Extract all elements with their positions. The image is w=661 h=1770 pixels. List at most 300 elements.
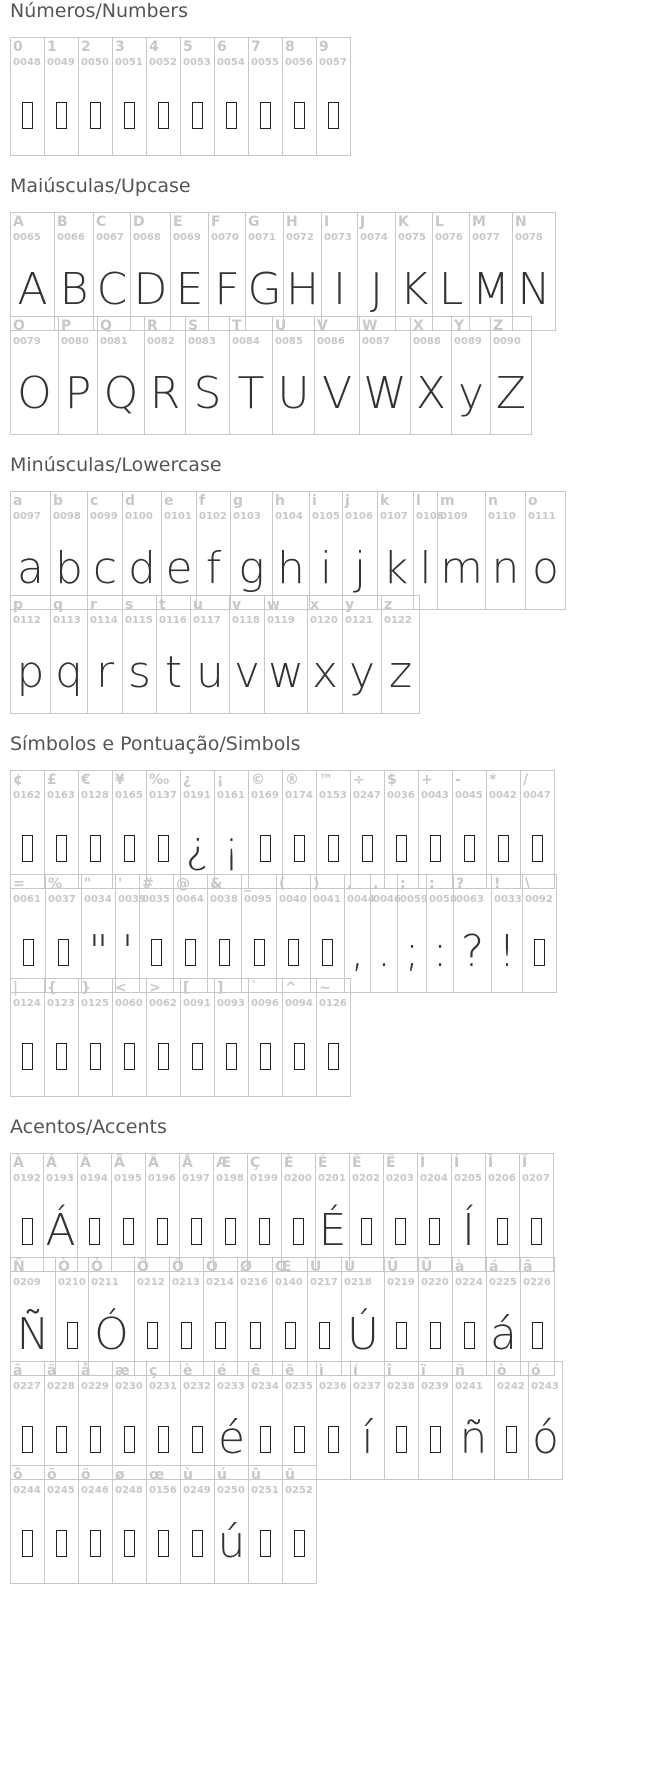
character-code: 0045 [455, 790, 483, 801]
character-label: á [489, 1259, 499, 1275]
character-label: C [96, 214, 107, 230]
character-label: ¥ [115, 772, 125, 788]
missing-glyph-box [317, 815, 350, 881]
character-code: 0106 [345, 511, 373, 522]
character-label: y [345, 597, 355, 613]
character-label: È [284, 1155, 294, 1171]
glyph-sample: ¡ [222, 822, 241, 873]
glyph-cell [88, 596, 123, 714]
glyph-row [10, 770, 555, 889]
glyph-cell [11, 213, 55, 331]
missing-glyph-box [495, 1406, 528, 1472]
missing-glyph-box [453, 815, 486, 881]
missing-glyph-box [317, 1406, 350, 1472]
character-label: Ö [206, 1259, 218, 1275]
glyph-sample: ó [532, 1413, 559, 1464]
character-code: 0094 [285, 998, 313, 1009]
glyph-sample: i [319, 543, 333, 594]
glyph-cell [248, 1154, 282, 1272]
missing-glyph-box [419, 815, 452, 881]
glyph-sample: U [277, 368, 310, 419]
glyph-cell [209, 213, 246, 331]
glyph-row [10, 978, 351, 1097]
character-label: K [398, 214, 409, 230]
character-label: S [188, 318, 199, 334]
glyph-sample: Ó [94, 1309, 129, 1360]
character-label: @ [176, 876, 190, 892]
missing-glyph-box [146, 1198, 179, 1264]
missing-glyph-box [113, 1406, 146, 1472]
character-label: M [472, 214, 486, 230]
glyph-cell [283, 1466, 317, 1584]
character-label: ( [279, 876, 286, 892]
missing-glyph-box [282, 1198, 315, 1264]
glyph-sample: v [233, 647, 261, 698]
character-label: . [373, 876, 379, 892]
glyph-cell [45, 1466, 79, 1584]
glyph-cell [385, 1258, 419, 1376]
character-label: Ç [250, 1155, 261, 1171]
glyph-cell [186, 317, 230, 435]
character-label: Â [80, 1155, 91, 1171]
character-label: [ [183, 980, 190, 996]
glyph-cell [308, 596, 343, 714]
glyph-sample: t [164, 647, 183, 698]
character-label: < [115, 980, 127, 996]
glyph-cell [358, 213, 396, 331]
character-code: 0117 [193, 615, 221, 626]
character-code: 0194 [80, 1173, 108, 1184]
character-code: 0100 [125, 511, 153, 522]
character-code: 0237 [353, 1381, 381, 1392]
character-label: g [233, 493, 244, 509]
character-code: 0228 [47, 1381, 75, 1392]
character-code: 0078 [515, 232, 543, 243]
missing-glyph-box [249, 1510, 282, 1576]
glyph-sample: f [205, 543, 222, 594]
glyph-sample: y [457, 368, 485, 419]
character-label: å [81, 1363, 91, 1379]
character-code: 0227 [13, 1381, 41, 1392]
character-label: Ø [240, 1259, 252, 1275]
missing-glyph-box [147, 82, 180, 148]
glyph-sample: K [399, 264, 429, 315]
character-code: 0064 [176, 894, 204, 905]
character-code: 0107 [380, 511, 408, 522]
character-label: Ê [352, 1155, 362, 1171]
character-label: Ù [310, 1259, 322, 1275]
character-code: 0056 [285, 57, 313, 68]
character-label: é [217, 1363, 227, 1379]
character-code: 0104 [275, 511, 303, 522]
glyph-sample: a [17, 543, 44, 594]
glyph-sample: n [491, 543, 520, 594]
glyph-cell [315, 317, 360, 435]
character-code: 0110 [488, 511, 516, 522]
character-code: 0218 [344, 1277, 372, 1288]
glyph-cell [79, 1362, 113, 1480]
glyph-sample: N [517, 264, 551, 315]
character-label: q [53, 597, 64, 613]
character-code: 0113 [53, 615, 81, 626]
character-label: z [384, 597, 393, 613]
character-code: 0234 [251, 1381, 279, 1392]
glyph-sample: s [128, 647, 151, 698]
glyph-cell [419, 1362, 453, 1480]
character-code: 0197 [182, 1173, 210, 1184]
character-code: 0125 [81, 998, 109, 1009]
character-code: 0040 [279, 894, 307, 905]
character-label: 1 [47, 39, 57, 55]
character-label: Ñ [13, 1259, 25, 1275]
missing-glyph-box [238, 1302, 272, 1368]
glyph-cell [322, 213, 358, 331]
character-label: ä [47, 1363, 57, 1379]
character-code: 0068 [133, 232, 161, 243]
glyph-cell [492, 875, 523, 993]
character-code: 0077 [472, 232, 500, 243]
glyph-cell [273, 1258, 308, 1376]
glyph-cell [140, 875, 174, 993]
character-code: 0248 [115, 1485, 143, 1496]
glyph-cell [170, 1258, 204, 1376]
glyph-cell [11, 1154, 44, 1272]
glyph-sample: k [382, 543, 409, 594]
character-code: 0192 [13, 1173, 41, 1184]
missing-glyph-box [385, 1302, 418, 1368]
character-code: 0156 [149, 1485, 177, 1496]
character-label: { [47, 980, 57, 996]
character-label: Ä [148, 1155, 159, 1171]
glyph-cell [45, 38, 79, 156]
glyph-cell [350, 1154, 384, 1272]
glyph-sample: é [217, 1413, 246, 1464]
glyph-cell [495, 1362, 529, 1480]
character-label: Q [100, 318, 112, 334]
glyph-cell [230, 317, 273, 435]
character-code: 0213 [172, 1277, 200, 1288]
character-code: 0109 [440, 511, 468, 522]
character-code: 0034 [84, 894, 112, 905]
glyph-sample: S [193, 368, 222, 419]
character-label: R [147, 318, 158, 334]
character-code: 0097 [13, 511, 41, 522]
glyph-sample: g [238, 543, 265, 594]
glyph-cell [317, 38, 351, 156]
missing-glyph-box [113, 82, 146, 148]
character-label: Ú [344, 1259, 356, 1275]
missing-glyph-box [283, 1406, 316, 1472]
glyph-cell [529, 1362, 563, 1480]
glyph-sample: Í [462, 1205, 475, 1256]
glyph-cell [310, 492, 343, 610]
character-label: 9 [319, 39, 329, 55]
missing-glyph-box [419, 1302, 452, 1368]
character-label: m [440, 493, 455, 509]
character-code: 0076 [435, 232, 463, 243]
glyph-cell [113, 1362, 147, 1480]
missing-glyph-box [317, 1023, 350, 1089]
character-code: 0140 [275, 1277, 303, 1288]
character-label: s [125, 597, 134, 613]
character-label: õ [47, 1467, 57, 1483]
glyph-sample: P [64, 368, 92, 419]
missing-glyph-box [385, 815, 418, 881]
glyph-cell [94, 213, 131, 331]
glyph-cell [208, 875, 242, 993]
glyph-sample: D [133, 264, 168, 315]
character-code: 0115 [125, 615, 153, 626]
character-label: ` [251, 980, 258, 996]
character-code: 0126 [319, 998, 347, 1009]
character-label: + [421, 772, 433, 788]
glyph-cell [419, 1258, 453, 1376]
character-label: t [159, 597, 166, 613]
glyph-cell [452, 1154, 486, 1272]
character-code: 0057 [319, 57, 347, 68]
glyph-sample: x [311, 647, 339, 698]
glyph-cell [523, 875, 557, 993]
character-label: 3 [115, 39, 125, 55]
glyph-cell [343, 596, 382, 714]
glyph-cell [191, 596, 230, 714]
missing-glyph-box [79, 815, 112, 881]
character-label: ç [149, 1363, 158, 1379]
character-label: 8 [285, 39, 295, 55]
character-code: 0216 [240, 1277, 268, 1288]
character-code: 0049 [47, 57, 75, 68]
glyph-cell [454, 875, 492, 993]
glyph-sample: Á [45, 1205, 76, 1256]
character-label: $ [387, 772, 397, 788]
missing-glyph-box [181, 1406, 214, 1472]
glyph-cell [181, 1466, 215, 1584]
character-label: ê [251, 1363, 261, 1379]
character-code: 0069 [173, 232, 201, 243]
character-label: ¢ [13, 772, 23, 788]
glyph-sample: w [268, 647, 304, 698]
missing-glyph-box [418, 1198, 451, 1264]
character-code: 0123 [47, 998, 75, 1009]
glyph-cell [180, 1154, 214, 1272]
missing-glyph-box [79, 82, 112, 148]
glyph-cell [317, 979, 351, 1097]
glyph-cell [78, 1154, 112, 1272]
character-code: 0196 [148, 1173, 176, 1184]
character-code: 0201 [318, 1173, 346, 1184]
character-label: T [232, 318, 242, 334]
character-code: 0191 [183, 790, 211, 801]
character-label: Œ [275, 1259, 292, 1275]
missing-glyph-box [208, 919, 241, 985]
character-code: 0205 [454, 1173, 482, 1184]
character-code: 0037 [48, 894, 76, 905]
glyph-cell [385, 1362, 419, 1480]
character-code: 0231 [149, 1381, 177, 1392]
missing-glyph-box [486, 1198, 519, 1264]
glyph-cell [113, 979, 147, 1097]
glyph-cell [371, 875, 401, 993]
glyph-sample: " [88, 926, 109, 977]
glyph-cell [145, 317, 186, 435]
missing-glyph-box [11, 815, 44, 881]
glyph-cell [242, 875, 277, 993]
character-label: a [13, 493, 23, 509]
glyph-cell [51, 492, 88, 610]
glyph-sample: H [285, 264, 320, 315]
glyph-cell [79, 979, 113, 1097]
character-label: â [523, 1259, 533, 1275]
character-label: ú [217, 1467, 227, 1483]
glyph-sample: M [472, 264, 510, 315]
character-label: 2 [81, 39, 91, 55]
section-title: Números/Numbers [10, 0, 188, 22]
character-label: H [286, 214, 298, 230]
glyph-cell [56, 1258, 89, 1376]
glyph-cell [249, 38, 283, 156]
character-code: 0119 [267, 615, 295, 626]
character-label: U [275, 318, 287, 334]
character-label: ¿ [183, 772, 192, 788]
section-title: Maiúsculas/Upcase [10, 175, 191, 197]
character-code: 0245 [47, 1485, 75, 1496]
glyph-cell [123, 596, 157, 714]
glyph-sample: . [377, 926, 391, 977]
character-code: 0048 [13, 57, 41, 68]
character-code: 0087 [362, 336, 390, 347]
character-label: F [211, 214, 221, 230]
character-code: 0108 [416, 511, 444, 522]
glyph-cell [316, 1154, 350, 1272]
glyph-cell [171, 213, 209, 331]
glyph-cell [249, 1466, 283, 1584]
glyph-cell [486, 1154, 520, 1272]
glyph-sample: ¿ [185, 822, 210, 873]
character-code: 0229 [81, 1381, 109, 1392]
glyph-sample: o [532, 543, 559, 594]
character-code: 0079 [13, 336, 41, 347]
glyph-sample: G [247, 264, 282, 315]
missing-glyph-box [147, 1023, 180, 1089]
missing-glyph-box [113, 815, 146, 881]
glyph-sample: r [95, 647, 115, 698]
character-label: } [81, 980, 91, 996]
character-code: 0082 [147, 336, 175, 347]
glyph-cell [317, 1362, 351, 1480]
character-code: 0120 [310, 615, 338, 626]
character-label: b [53, 493, 64, 509]
glyph-cell [398, 875, 427, 993]
character-label: f [199, 493, 206, 509]
missing-glyph-box [249, 1023, 282, 1089]
character-label: i [312, 493, 317, 509]
missing-glyph-box [308, 1302, 341, 1368]
character-code: 0121 [345, 615, 373, 626]
character-label: J [360, 214, 366, 230]
character-code: 0251 [251, 1485, 279, 1496]
character-label: u [193, 597, 203, 613]
section-title: Minúsculas/Lowercase [10, 454, 222, 476]
glyph-cell [486, 492, 526, 610]
glyph-cell [113, 1466, 147, 1584]
glyph-sample: l [419, 543, 432, 594]
character-code: 0198 [216, 1173, 244, 1184]
glyph-cell [351, 771, 385, 889]
glyph-cell [157, 596, 191, 714]
missing-glyph-box [181, 82, 214, 148]
character-code: 0088 [413, 336, 441, 347]
character-code: 0089 [454, 336, 482, 347]
character-label: / [523, 772, 529, 788]
character-label: D [133, 214, 145, 230]
character-code: 0093 [217, 998, 245, 1009]
glyph-cell [427, 875, 457, 993]
character-label: % [48, 876, 63, 892]
glyph-cell [11, 771, 45, 889]
glyph-sample: B [59, 264, 89, 315]
glyph-cell [491, 317, 532, 435]
glyph-cell [147, 1362, 181, 1480]
character-label: Ü [421, 1259, 433, 1275]
missing-glyph-box [419, 1406, 452, 1472]
glyph-sample: Z [495, 368, 527, 419]
glyph-cell [11, 875, 46, 993]
character-label: e [164, 493, 174, 509]
character-code: 0038 [210, 894, 238, 905]
glyph-sample: p [16, 647, 45, 698]
character-label: ù [183, 1467, 193, 1483]
character-label: ï [421, 1363, 426, 1379]
character-code: 0207 [522, 1173, 550, 1184]
glyph-cell [181, 1362, 215, 1480]
missing-glyph-box [283, 1023, 316, 1089]
glyph-cell [11, 979, 45, 1097]
character-label: ® [285, 772, 299, 788]
glyph-cell [45, 771, 79, 889]
glyph-sample: I [333, 264, 346, 315]
glyph-cell [197, 492, 231, 610]
character-label: Y [454, 318, 465, 334]
missing-glyph-box [147, 815, 180, 881]
glyph-cell [55, 213, 94, 331]
glyph-cell [113, 771, 147, 889]
glyph-cell [521, 1258, 555, 1376]
glyph-cell [526, 492, 566, 610]
glyph-cell [520, 1154, 554, 1272]
glyph-row [10, 874, 557, 993]
character-code: 0074 [360, 232, 388, 243]
character-code: 0060 [115, 998, 143, 1009]
character-label: B [57, 214, 68, 230]
character-label: à [455, 1259, 465, 1275]
glyph-cell [204, 1258, 238, 1376]
character-code: 0058 [429, 894, 457, 905]
glyph-row [10, 1465, 317, 1584]
character-label: ø [115, 1467, 125, 1483]
character-label: Í [454, 1155, 460, 1171]
glyph-cell [11, 1362, 45, 1480]
glyph-cell [51, 596, 88, 714]
glyph-cell [44, 1154, 78, 1272]
character-code: 0096 [251, 998, 279, 1009]
missing-glyph-box [487, 815, 520, 881]
missing-glyph-box [215, 82, 248, 148]
glyph-cell [162, 492, 197, 610]
section-title: Símbolos e Pontuação/Simbols [10, 733, 301, 755]
character-label: € [81, 772, 91, 788]
missing-glyph-box [384, 1198, 417, 1264]
glyph-sample: ñ [459, 1413, 488, 1464]
